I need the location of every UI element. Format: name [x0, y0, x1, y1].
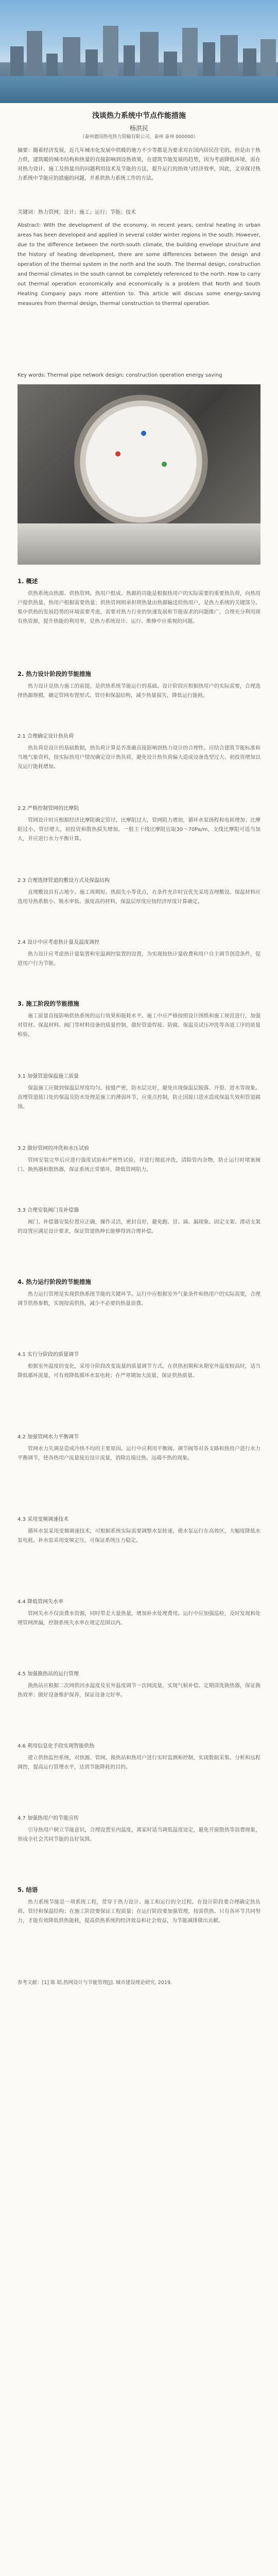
- section-4-5-paragraph: 换热站应根据二次网供回水温度及室外温度调节一次网流量，实现气候补偿。定期清洗换热器，保证换热效率；做好设备维护保养，保证设备完好率。: [18, 1683, 260, 1698]
- section-4-1-paragraph: 根据室外温度的变化，采用分阶段改变流量的质量调节方式。在供热初期和末期室外温度较高时，适当降低循环流量，可有效降低循环水泵电耗；在严寒期加大流量，保证供热质量。: [18, 1364, 260, 1379]
- section-2-paragraph: 热力设计是热力施工的前提，是供热系统节能运行的基础。设计阶段应根据热用户的实际需要，合理选择热源规模，确定管网布置形式、管径和保温结构，减少热量损失，降低运行能耗。: [18, 684, 260, 699]
- section-5-paragraph: 热力系统节能是一项系统工程，贯穿于热力设计、施工和运行的全过程。在设计阶段要合理确定热负荷、管径和保温结构；在施工阶段要保证工程质量；在运行阶段要加强管理，按需供热。只有各环节共同努力，才能有效降低供热能耗，提高供热系统的经济效益和社会效益，为节能减排做出贡献。: [18, 1900, 260, 1924]
- section-2-heading: 2. 热力设计阶段的节能措施: [18, 670, 91, 677]
- section-2-1-paragraph: 热负荷是设计的基础数据，热负荷计算是否准确直接影响到热力设计的合理性。应结合建筑节能标准和当地气象资料，按实际热用户情况确定设计热负荷，避免设计热负荷偏大造成设备选型过大、初投资增加以及运行能耗增加。: [18, 745, 260, 770]
- section-4-7-heading: 4.7 加强热用户的节能宣传: [18, 1816, 79, 1821]
- section-4-paragraph: 热力运行管理是实现供热系统节能的关键环节。运行中应根据室外气象条件和热用户的实际需要，合理调节供热参数，实现按需供热，减少不必要的热量浪费。: [18, 1292, 260, 1307]
- section-3-2-heading: 3.2 做好管网的冲洗和水压试验: [18, 1146, 90, 1151]
- section-4-6-paragraph: 建立供热监控系统，对热源、管网、换热站和热用户进行实时监测和控制，实现数据采集、分析和远程调控，提高运行管理水平，达到节能降耗的目的。: [18, 1755, 260, 1770]
- section-4-heading: 4. 热力运行阶段的节能措施: [18, 1278, 91, 1285]
- section-2-3-paragraph: 直埋敷设具有占地少、施工周期短、热损失小等优点，在条件允许时宜优先采用直埋敷设。保温材料应选用导热系数小、吸水率低、强度高的材料，保温层厚度应按经济厚度计算确定。: [18, 890, 260, 905]
- section-3-3-heading: 3.3 合理安装阀门及补偿器: [18, 1208, 79, 1213]
- author-name: 杨洪民: [129, 125, 148, 132]
- author-affiliation: （泰州德国热电热力管输有限公司，泰州 泰州 000000）: [80, 134, 198, 140]
- section-4-1-heading: 4.1 实行分阶段的质量调节: [18, 1352, 79, 1358]
- section-4-4-heading: 4.4 降低管网失水率: [18, 1599, 64, 1605]
- header-image: [0, 0, 278, 103]
- section-4-3-heading: 4.3 采用变频调速技术: [18, 1517, 69, 1522]
- section-1-heading: 1. 概述: [18, 578, 38, 585]
- section-2-2-paragraph: 管网设计时应根据经济比摩阻确定管径。比摩阻过大，管网阻力增加，循环水泵扬程和电耗增加；比摩阻过小，管径增大，初投资和散热损失增加。一般主干线比摩阻宜取30～70Pa/m，支线比摩阻可适当加大，并应进行水力平衡计算。: [18, 818, 260, 842]
- keywords-en: Key words: Thermal pipe network design; construction operation energy saving: [18, 372, 222, 378]
- section-2-2-heading: 2.2 严格控制管网的比摩阻: [18, 806, 79, 811]
- pressure-gauge-photo: [18, 384, 260, 565]
- section-4-7-paragraph: 引导热用户树立节能意识，合理设置室内温度，离家时适当调低温度设定，避免开窗散热等浪费现象，形成全社会共同节能的良好氛围。: [18, 1827, 260, 1842]
- references: 参考文献：[1] 陈 昭.热网设计与节能管理[J]. 城市建设理论研究, 2019.: [18, 1980, 172, 1986]
- section-4-2-heading: 4.2 加强管网水力平衡调节: [18, 1434, 79, 1440]
- section-2-4-paragraph: 热力设计应考虑热计量装置和室温调控装置的设置，为实现按热计量收费和用户自主调节创造条件，促进用户行为节能。: [18, 952, 260, 967]
- section-3-1-heading: 3.1 加强管道保温施工质量: [18, 1074, 79, 1079]
- article-title: 浅谈热力系统中节点作能措施: [92, 112, 186, 120]
- section-3-2-paragraph: 管网安装完毕后应进行强度试验和严密性试验，并进行彻底冲洗，清除管内杂物，防止运行时堵塞阀门、换热器和散热器，保证系统正常循环，降低管网阻力。: [18, 1158, 260, 1173]
- section-2-4-heading: 2.4 设计中应考虑热计量及温度调控: [18, 940, 100, 945]
- section-2-1-heading: 2.1 合理确定设计热负荷: [18, 734, 74, 739]
- section-3-1-paragraph: 保温施工应做到保温层厚度均匀、接缝严密，防水层完好，避免出现保温层脱落、开裂、进水等现象。直埋管道接口处的保温及防水处理是施工的薄弱环节，应重点控制，防止因接口进水造成保温失效和管道腐蚀。: [18, 1086, 260, 1110]
- section-3-paragraph: 施工质量直接影响供热系统的运行效果和能耗水平。施工中应严格按照设计图纸和施工规范进行，加强对管材、保温材料、阀门等材料设备的质量控制，做好管道焊接、防腐、保温及试压冲洗等各道工序的质量检验。: [18, 1013, 260, 1038]
- section-4-4-paragraph: 管网失水不仅浪费水资源，同时带走大量热量，增加补水处理费用。运行中应加强巡检，及时发现和处理管网泄漏，控制系统失水率在规定范围以内。: [18, 1611, 260, 1626]
- keywords-cn: 关键词：热力管网；设计；施工；运行；节能；技术: [18, 210, 136, 215]
- section-3-3-paragraph: 阀门、补偿器安装位置应正确，操作灵活，密封良好，避免跑、冒、滴、漏现象。固定支架、滑动支架的设置应满足设计要求，保证管道热伸长能够得到合理补偿。: [18, 1219, 260, 1234]
- abstract-cn: 摘要：随着经济发展，近几年城市化发展中供暖的地方不少等都是为要求对在国内居民住宅的。但是由于热力供，建筑暖的城市结构和热量的直接影响到设热效果，在建筑节能发展的趋势，因为考虑降低环境，需在对热力设计、施工及热量出的问题利用技术及节能的方法，提升运行的热效与经济效率，因此，文章探讨热力系统中节能应的措施的问题，并系供热力系统工作的方法。: [18, 148, 260, 181]
- section-4-6-heading: 4.6 利用信息化手段实现智能供热: [18, 1743, 95, 1749]
- abstract-en: Abstract: With the development of the economy, in recent years, central heating in urban areas has been developed and applied in several colder winter regions in the south. However, due to the difference between the north-south climate, the building envelope structure and the history of heating development, there are some differences between the design and operation of the thermal system in the north and the south. The thermal design, construction and thermal climates in the south cannot be completely referenced to the north. How to carry out thermal operation economically and economically is a problem that North and South Heating Company pays more attention to. This article will discuss some energy-saving measures from thermal design, thermal construction to thermal operation.: [18, 223, 260, 307]
- section-3-heading: 3. 施工阶段的节能措施: [18, 1000, 79, 1007]
- section-4-5-heading: 4.5 加强换热站的运行管理: [18, 1671, 79, 1677]
- section-4-3-paragraph: 循环水泵采用变频调速技术，可根据系统实际需要调整水泵转速，使水泵运行在高效区，大幅度降低水泵电耗。补水泵采用变频定压，可保证系统压力稳定。: [18, 1529, 260, 1544]
- section-5-heading: 5. 结语: [18, 1886, 38, 1893]
- section-2-3-heading: 2.3 合理选择管道的敷设方式及保温结构: [18, 878, 110, 884]
- section-4-2-paragraph: 管网水力失调是造成冷热不均的主要原因。运行中应利用平衡阀、调节阀等对各支路和热用户进行水力平衡调节，使各热用户流量接近设计流量，消除近端过热、远端不热的现象。: [18, 1446, 260, 1461]
- section-1-paragraph: 供热系统由热源、供热管网、热用户组成。热源的功能是根据热用户的实际需要的重要热负荷，向热用户提供热量，热用户根据需要热量；供热管网则承担将热量由热源输送给热用户，是热力系统的关键部分。集中供热的发展趋势的环境需要考虑，需要对热力行业的快速发展和节能需求的问题推广，合理充分利用现有热资源，提升热能的利用率，是热力系统设计、运行、维修中应重视的问题。: [18, 591, 260, 624]
